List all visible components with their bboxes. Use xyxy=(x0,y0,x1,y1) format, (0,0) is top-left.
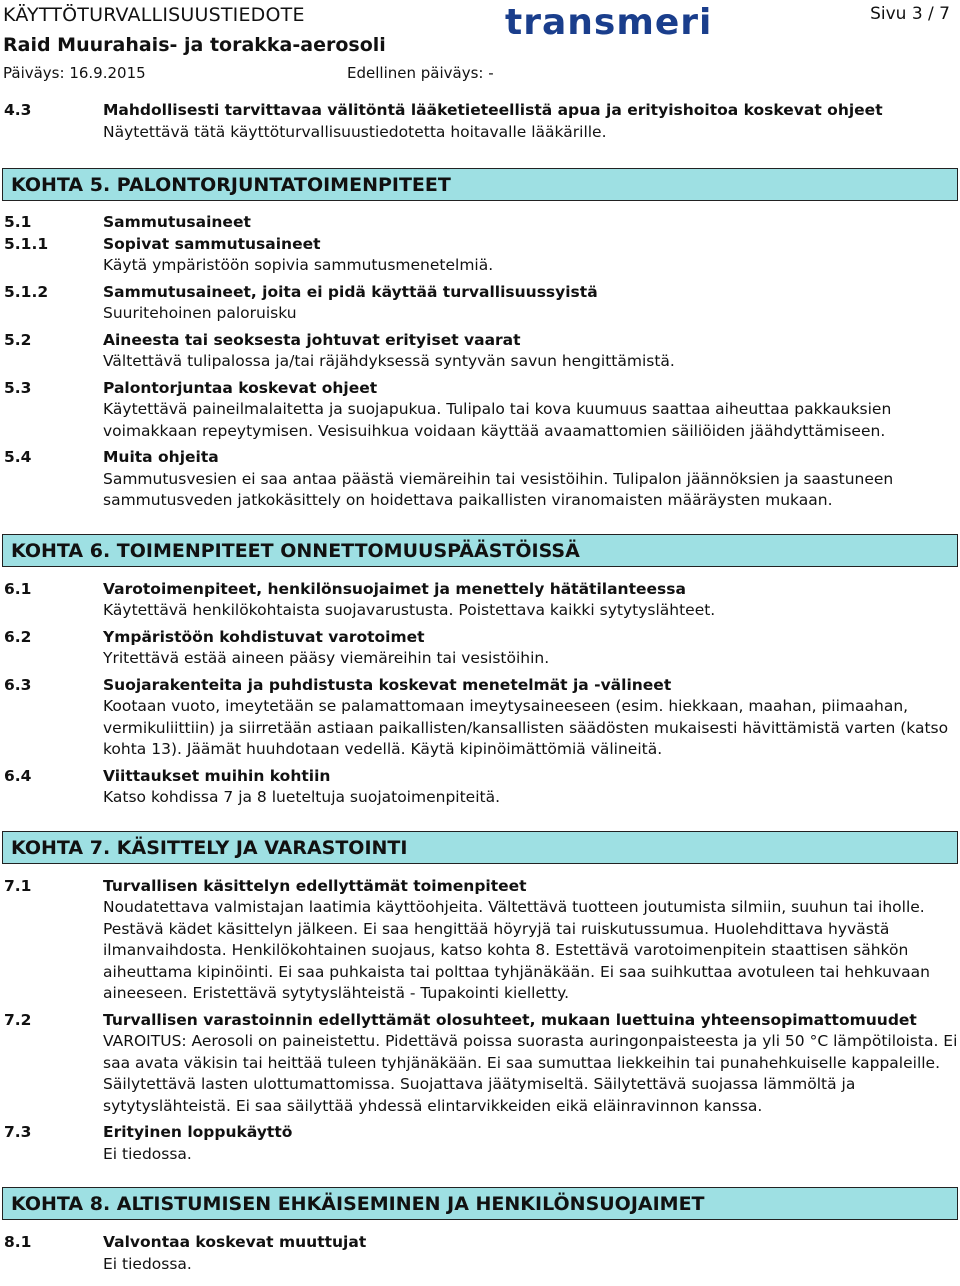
subsection-text: Sammutusvesien ei saa antaa päästä viemäreihin tai vesistöihin. Tulipalon jäännöksien ja saastuneen sammutusveden jatkokäsittely on hoidettava paikallisten viranomaisten määräysten mukaan. xyxy=(103,469,894,509)
subsection-title: Turvallisen varastoinnin edellyttämät olosuhteet, mukaan luettuina yhteensopimattomuudet xyxy=(103,1010,917,1029)
subsection-text: Käytettävä henkilökohtaista suojavarustusta. Poistettava kaikki sytytyslähteet. xyxy=(103,601,716,619)
subsection-number: 6.1 xyxy=(4,579,32,598)
subsection-6-3 xyxy=(0,675,960,761)
logo-text: transmeri xyxy=(505,4,713,38)
subsection-number: 4.3 xyxy=(4,101,32,119)
subsection-number: 5.2 xyxy=(4,330,32,349)
subsection-title: Varotoimenpiteet, henkilönsuojaimet ja menettely hätätilanteessa xyxy=(103,579,686,598)
subsection-text: Katso kohdissa 7 ja 8 lueteltuja suojatoimenpiteitä. xyxy=(103,788,501,806)
subsection-6-4 xyxy=(0,766,960,809)
subsection-5-1-1 xyxy=(0,234,960,277)
transmeri-logo xyxy=(505,4,730,38)
subsection-number: 5.4 xyxy=(4,448,32,466)
section-header-8: KOHTA 8. ALTISTUMISEN EHKÄISEMINEN JA HENKILÖNSUOJAIMET xyxy=(2,1187,958,1220)
subsection-title: Sopivat sammutusaineet xyxy=(103,234,321,253)
subsection-title: Valvontaa koskevat muuttujat xyxy=(103,1233,367,1251)
subsection-text: Ei tiedossa. xyxy=(103,1254,192,1273)
subsection-title: Suojarakenteita ja puhdistusta koskevat menetelmät ja -välineet xyxy=(103,675,672,694)
subsection-title: Aineesta tai seoksesta johtuvat erityiset vaarat xyxy=(103,330,521,349)
doc-title: KÄYTTÖTURVALLISUUSTIEDOTE xyxy=(3,4,305,26)
subsection-7-2 xyxy=(0,1010,960,1118)
subsection-text: VAROITUS: Aerosoli on paineistettu. Pidettävä poissa suorasta auringonpaisteesta ja yli 50 °C lämpötiloista. Ei saa avata väkisin tai heittää tuleen tyhjänäkään. Ei saa sumuttaa liekkeihin tai punahehkuiselle kappaleille. Säilytettävä lasten ulottumattomissa. Suojattava jäätymiseltä. Säilytettävä suojassa lämmöltä ja sytytyslähteistä. Ei saa säilyttää yhdessä elintarvikkeiden eikä eläinravinnon kanssa. xyxy=(103,1032,958,1115)
subsection-number: 5.1.2 xyxy=(4,282,49,301)
section-header-7: KOHTA 7. KÄSITTELY JA VARASTOINTI xyxy=(2,831,958,864)
subsection-number: 5.1.1 xyxy=(4,234,49,253)
document-body xyxy=(0,96,960,1275)
subsection-5-1 xyxy=(0,212,960,234)
product-name: Raid Muurahais- ja torakka-aerosoli xyxy=(3,34,386,56)
subsection-number: 6.2 xyxy=(4,627,32,646)
subsection-title: Palontorjuntaa koskevat ohjeet xyxy=(103,378,378,397)
subsection-title: Mahdollisesti tarvittavaa välitöntä lääketieteellistä apua ja erityishoitoa koskevat ohjeet xyxy=(103,101,883,119)
subsection-4-3 xyxy=(0,100,960,122)
page-number: Sivu 3 / 7 xyxy=(870,4,950,24)
subsection-title: Ympäristöön kohdistuvat varotoimet xyxy=(103,627,425,646)
subsection-text: Näytettävä tätä käyttöturvallisuustiedotetta hoitavalle lääkärille. xyxy=(103,122,607,141)
subsection-text: Suuritehoinen paloruisku xyxy=(103,304,297,322)
subsection-text: Yritettävä estää aineen pääsy viemäreihin tai vesistöihin. xyxy=(103,649,550,667)
subsection-number: 5.1 xyxy=(4,213,32,231)
subsection-text: Ei tiedossa. xyxy=(103,1144,192,1163)
subsection-number: 7.2 xyxy=(4,1010,32,1029)
subsection-text: Kootaan vuoto, imeytetään se palamattomaan imeytysaineeseen (esim. hiekkaan, maahan, piimaahan, vermikuliittiin) ja siirretään astiaan paikallisten/kansallisten säädösten mukaisesti hävittämistä varten (katso kohta 13). Jäämät huuhdotaan vedellä. Käytä kipinöimättömiä välineitä. xyxy=(103,697,949,758)
subsection-5-1-2 xyxy=(0,282,960,325)
subsection-number: 6.4 xyxy=(4,766,32,785)
subsection-text: Käytettävä paineilmalaitetta ja suojapukua. Tulipalo tai kova kuumuus saattaa aiheuttaa pakkauksien voimakkaan repeytymisen. Vesisuihkua voidaan käyttää avaamattomien säiliöiden jäähdyttämiseen. xyxy=(103,400,892,440)
subsection-6-2 xyxy=(0,627,960,670)
subsection-8-1 xyxy=(0,1232,960,1275)
document-header xyxy=(0,0,960,92)
subsection-text: Vältettävä tulipalossa ja/tai räjähdyksessä syntyvän savun hengittämistä. xyxy=(103,352,675,370)
subsection-title: Turvallisen käsittelyn edellyttämät toimenpiteet xyxy=(103,876,527,895)
section-header-6: KOHTA 6. TOIMENPITEET ONNETTOMUUSPÄÄSTÖISSÄ xyxy=(2,534,958,567)
subsection-number: 5.3 xyxy=(4,378,32,397)
subsection-number: 7.3 xyxy=(4,1123,32,1141)
subsection-title: Sammutusaineet, joita ei pidä käyttää turvallisuussyistä xyxy=(103,282,598,301)
subsection-number: 7.1 xyxy=(4,876,32,895)
subsection-title: Sammutusaineet xyxy=(103,213,251,231)
subsection-number: 8.1 xyxy=(4,1233,32,1251)
issue-date: Päiväys: 16.9.2015 xyxy=(3,64,146,82)
subsection-number: 6.3 xyxy=(4,675,32,694)
subsection-7-3 xyxy=(0,1122,960,1165)
subsection-title: Muita ohjeita xyxy=(103,448,219,466)
subsection-7-1 xyxy=(0,876,960,1005)
subsection-6-1 xyxy=(0,579,960,622)
subsection-text: Käytä ympäristöön sopivia sammutusmenetelmiä. xyxy=(103,256,494,274)
subsection-5-3 xyxy=(0,378,960,443)
section-header-5: KOHTA 5. PALONTORJUNTATOIMENPITEET xyxy=(2,168,958,201)
subsection-title: Erityinen loppukäyttö xyxy=(103,1123,293,1141)
subsection-5-2 xyxy=(0,330,960,373)
subsection-title: Viittaukset muihin kohtiin xyxy=(103,766,331,785)
subsection-5-4 xyxy=(0,447,960,512)
subsection-text: Noudatettava valmistajan laatimia käyttöohjeita. Vältettävä tuotteen joutumista silmiin, suuhun tai iholle. Pestävä kädet käsittelyn jälkeen. Ei saa hengittää höyryjä tai ruiskutussumua. Huolehdittava hyvästä ilmanvaihdosta. Henkilökohtainen suojaus, katso kohta 8. Estettävä varotoimenpitein staattisen sähkön aiheuttama kipinöinti. Ei saa puhkaista tai polttaa tyhjänäkään. Ei saa suihkuttaa avotuleen tai hehkuvaan aineeseen. Eristettävä sytytyslähteistä - Tupakointi kielletty. xyxy=(103,898,930,1002)
previous-date: Edellinen päiväys: - xyxy=(347,64,494,82)
